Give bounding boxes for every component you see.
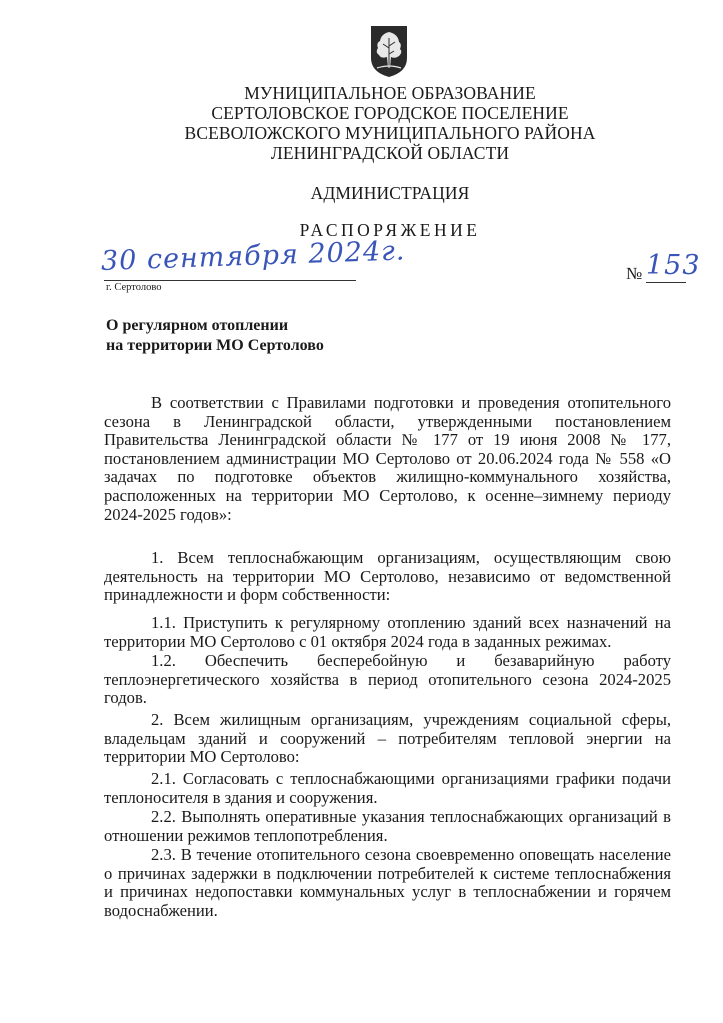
handwritten-date: 30 сентября 2024г.	[100, 235, 406, 277]
org-name-line: СЕРТОЛОВСКОЕ ГОРОДСКОЕ ПОСЕЛЕНИЕ	[211, 103, 569, 123]
number-underline	[646, 282, 686, 283]
clause-1-1: 1.1. Приступить к регулярному отоплению зданий всех назначений на территории МО Сертолово с 01 октября 2024 года в заданных режимах.	[104, 613, 671, 651]
number-label: №	[626, 264, 643, 283]
administration-title: АДМИНИСТРАЦИЯ	[310, 183, 470, 203]
handwritten-number: 153	[646, 250, 701, 281]
city-label: г. Сертолово	[106, 282, 162, 293]
org-name-line: МУНИЦИПАЛЬНОЕ ОБРАЗОВАНИЕ	[244, 83, 536, 103]
preamble-paragraph: В соответствии с Правилами подготовки и проведения отопительного сезона в Ленинградской области, утвержденными постановлением Правительства Ленинградской области № 177 от 19 июня 2008 № 177, постановлением администрации МО Сертолово от 20.06.2024 года № 558 «О задачах по подготовке объектов жилищно-коммунального хозяйства, расположенных на территории МО Сертолово, к осенне–зимнему периоду 2024-2025 годов»:	[104, 393, 671, 524]
clause-2: 2. Всем жилищным организациям, учреждениям социальной сферы, владельцам зданий и сооружений – потребителям тепловой энергии на территории МО Сертолово:	[104, 710, 671, 767]
clause-2-1: 2.1. Согласовать с теплоснабжающими организациями графики подачи теплоносителя в здания и сооружения.	[104, 769, 671, 807]
coat-of-arms-icon	[369, 24, 409, 78]
clause-1: 1. Всем теплоснабжающим организациям, осуществляющим свою деятельность на территории МО Сертолово, независимо от ведомственной принадлежности и форм собственности:	[104, 548, 671, 605]
clause-2-3: 2.3. В течение отопительного сезона своевременно оповещать население о причинах задержки в подключении потребителей к системе теплоснабжения и причинах недопоставки коммунальных услуг в теплоснабжении и горячем водоснабжении.	[104, 845, 671, 920]
clause-1-2: 1.2. Обеспечить бесперебойную и безаварийную работу теплоэнергетического хозяйства в период отопительного сезона 2024-2025 годов.	[104, 651, 671, 708]
subject-line: О регулярном отоплении	[106, 317, 289, 334]
org-name-line: ЛЕНИНГРАДСКОЙ ОБЛАСТИ	[270, 143, 510, 163]
subject-line: на территории МО Сертолово	[106, 337, 324, 354]
document-type-title: РАСПОРЯЖЕНИЕ	[299, 220, 481, 240]
org-name-line: ВСЕВОЛОЖСКОГО МУНИЦИПАЛЬНОГО РАЙОНА	[184, 123, 596, 143]
date-underline	[104, 280, 356, 281]
clause-2-2: 2.2. Выполнять оперативные указания теплоснабжающих организаций в отношении режимов теплопотребления.	[104, 807, 671, 845]
